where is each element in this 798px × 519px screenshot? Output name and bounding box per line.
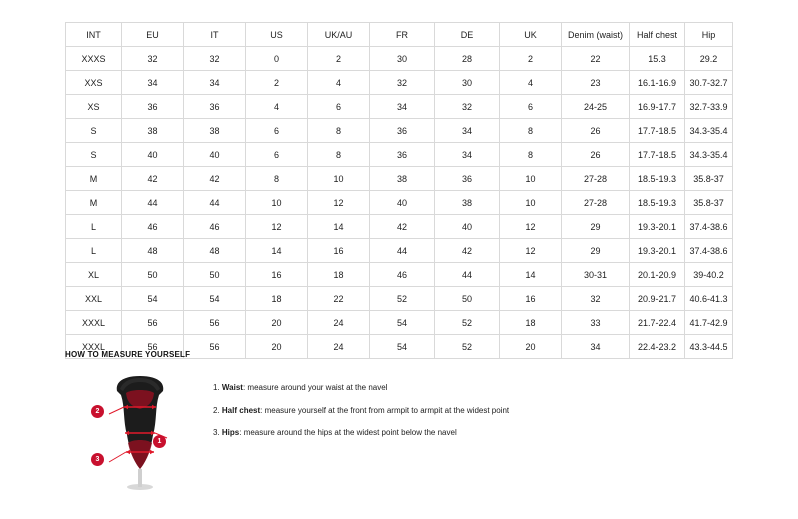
size-conversion-table [65,22,733,359]
size-label-cell: XS [66,95,122,119]
table-row [66,119,733,143]
table-cell: 52 [435,335,500,359]
size-table-container [65,22,733,359]
table-cell: 15.3 [630,47,685,71]
table-cell: 23 [562,71,630,95]
table-cell: 34 [435,119,500,143]
table-header-cell: DE [435,23,500,47]
table-cell: 8 [308,143,370,167]
table-cell: 20.9-21.7 [630,287,685,311]
table-cell: 20 [246,335,308,359]
measure-note [213,406,509,416]
table-cell: 32 [184,47,246,71]
table-cell: 34 [122,71,184,95]
table-cell: 4 [308,71,370,95]
size-label-cell: M [66,191,122,215]
table-cell: 2 [308,47,370,71]
table-cell: 14 [500,263,562,287]
table-cell: 10 [246,191,308,215]
table-row [66,95,733,119]
table-header-cell: US [246,23,308,47]
size-label-cell: L [66,239,122,263]
table-cell: 30 [370,47,435,71]
table-cell: 12 [246,215,308,239]
size-label-cell: L [66,215,122,239]
table-cell: 14 [308,215,370,239]
table-row [66,143,733,167]
table-cell: 44 [370,239,435,263]
table-cell: 54 [184,287,246,311]
table-cell: 16.1-16.9 [630,71,685,95]
table-cell: 48 [122,239,184,263]
measure-badge-3: 3 [91,453,104,466]
table-cell: 32 [562,287,630,311]
size-label-cell: S [66,119,122,143]
table-cell: 46 [122,215,184,239]
table-cell: 26 [562,119,630,143]
table-cell: 10 [500,167,562,191]
measure-note-term: Half chest [221,405,261,415]
table-cell: 50 [435,287,500,311]
table-cell: 38 [370,167,435,191]
table-cell: 36 [184,95,246,119]
table-cell: 2 [500,47,562,71]
table-cell: 40 [435,215,500,239]
table-header-cell: Denim (waist) [562,23,630,47]
table-cell: 54 [370,335,435,359]
measure-badge-1: 1 [153,435,166,448]
table-cell: 27-28 [562,167,630,191]
table-cell: 28 [435,47,500,71]
size-label-cell: XL [66,263,122,287]
table-cell: 8 [246,167,308,191]
table-cell: 36 [370,119,435,143]
table-cell: 36 [122,95,184,119]
table-header-cell: INT [66,23,122,47]
measure-note-term: Hips [221,428,240,438]
table-cell: 34 [562,335,630,359]
table-cell: 37.4-38.6 [685,239,733,263]
table-row [66,263,733,287]
table-cell: 29 [562,239,630,263]
table-cell: 10 [500,191,562,215]
table-row [66,191,733,215]
size-label-cell: XXXS [66,47,122,71]
table-cell: 29 [562,215,630,239]
table-cell: 30.7-32.7 [685,71,733,95]
table-cell: 8 [500,143,562,167]
measure-note [213,383,509,393]
table-cell: 4 [246,95,308,119]
table-cell: 6 [500,95,562,119]
table-cell: 52 [370,287,435,311]
table-header-cell: Hip [685,23,733,47]
table-cell: 21.7-22.4 [630,311,685,335]
table-cell: 16.9-17.7 [630,95,685,119]
table-cell: 14 [246,239,308,263]
table-cell: 6 [246,119,308,143]
table-header-cell: UK/AU [308,23,370,47]
table-header-row [66,23,733,47]
table-cell: 56 [184,311,246,335]
measure-note-text: : measure around the hips at the widest point below the navel [239,428,457,438]
table-cell: 35.8-37 [685,167,733,191]
table-cell: 54 [370,311,435,335]
table-cell: 40 [184,143,246,167]
measure-note-text: : measure yourself at the front from armpit to armpit at the widest point [260,405,510,415]
table-header-cell: EU [122,23,184,47]
measure-note-term: Waist [221,383,243,392]
table-cell: 26 [562,143,630,167]
table-cell: 40 [370,191,435,215]
table-cell: 20.1-20.9 [630,263,685,287]
table-cell: 6 [246,143,308,167]
size-label-cell: M [66,167,122,191]
table-row [66,239,733,263]
table-cell: 50 [122,263,184,287]
measure-note-number: 1. [213,383,220,392]
table-header-cell: FR [370,23,435,47]
table-cell: 19.3-20.1 [630,215,685,239]
table-cell: 32 [435,95,500,119]
mannequin-icon [95,373,185,491]
table-cell: 8 [500,119,562,143]
table-cell: 46 [370,263,435,287]
table-header-cell: IT [184,23,246,47]
table-cell: 34 [184,71,246,95]
table-cell: 16 [500,287,562,311]
table-cell: 40.6-41.3 [685,287,733,311]
table-cell: 32 [122,47,184,71]
measure-note [213,428,509,438]
table-header-cell: UK [500,23,562,47]
table-row [66,215,733,239]
table-cell: 16 [246,263,308,287]
table-body [66,47,733,359]
table-cell: 20 [500,335,562,359]
table-row [66,71,733,95]
measure-note-text: : measure around your waist at the navel [242,383,388,392]
table-cell: 41.7-42.9 [685,311,733,335]
table-cell: 2 [246,71,308,95]
table-cell: 32.7-33.9 [685,95,733,119]
table-header-cell: Half chest [630,23,685,47]
table-cell: 30 [435,71,500,95]
table-cell: 0 [246,47,308,71]
table-cell: 38 [122,119,184,143]
table-cell: 56 [184,335,246,359]
mannequin-figure [65,369,185,489]
table-cell: 16 [308,239,370,263]
table-cell: 18 [246,287,308,311]
table-cell: 29.2 [685,47,733,71]
size-label-cell: XXL [66,287,122,311]
table-cell: 18.5-19.3 [630,191,685,215]
size-label-cell: XXXL [66,335,122,359]
table-cell: 43.3-44.5 [685,335,733,359]
size-label-cell: XXS [66,71,122,95]
table-cell: 32 [370,71,435,95]
table-cell: 24 [308,335,370,359]
table-cell: 27-28 [562,191,630,215]
table-cell: 52 [435,311,500,335]
table-cell: 46 [184,215,246,239]
how-to-measure-title: HOW TO MEASURE YOURSELF [65,350,191,359]
table-cell: 6 [308,95,370,119]
table-cell: 35.8-37 [685,191,733,215]
table-cell: 54 [122,287,184,311]
table-cell: 17.7-18.5 [630,143,685,167]
table-cell: 44 [122,191,184,215]
table-cell: 33 [562,311,630,335]
table-cell: 37.4-38.6 [685,215,733,239]
table-cell: 22 [308,287,370,311]
table-row [66,287,733,311]
table-cell: 20 [246,311,308,335]
table-cell: 38 [435,191,500,215]
measure-badge-2: 2 [91,405,104,418]
table-cell: 34.3-35.4 [685,119,733,143]
table-cell: 39-40.2 [685,263,733,287]
table-cell: 22 [562,47,630,71]
measure-note-number: 2. [213,405,220,415]
table-cell: 24 [308,311,370,335]
table-cell: 42 [184,167,246,191]
table-row [66,311,733,335]
table-cell: 42 [370,215,435,239]
table-cell: 22.4-23.2 [630,335,685,359]
table-cell: 56 [122,311,184,335]
how-to-measure-section [65,350,765,489]
table-cell: 48 [184,239,246,263]
table-cell: 12 [500,215,562,239]
table-cell: 34 [435,143,500,167]
table-row [66,47,733,71]
size-label-cell: S [66,143,122,167]
table-cell: 12 [500,239,562,263]
measure-notes-list [213,369,509,451]
table-cell: 36 [435,167,500,191]
table-cell: 42 [122,167,184,191]
table-cell: 38 [184,119,246,143]
table-cell: 50 [184,263,246,287]
table-cell: 30-31 [562,263,630,287]
table-cell: 10 [308,167,370,191]
table-cell: 44 [435,263,500,287]
table-cell: 44 [184,191,246,215]
table-cell: 19.3-20.1 [630,239,685,263]
table-cell: 12 [308,191,370,215]
how-to-measure-body [65,369,765,489]
table-row [66,167,733,191]
table-cell: 34.3-35.4 [685,143,733,167]
measure-note-number: 3. [213,428,220,438]
table-cell: 24-25 [562,95,630,119]
table-cell: 34 [370,95,435,119]
table-cell: 42 [435,239,500,263]
table-cell: 40 [122,143,184,167]
table-cell: 4 [500,71,562,95]
table-cell: 17.7-18.5 [630,119,685,143]
table-cell: 18 [500,311,562,335]
table-cell: 18.5-19.3 [630,167,685,191]
size-label-cell: XXXL [66,311,122,335]
table-cell: 18 [308,263,370,287]
table-cell: 8 [308,119,370,143]
table-cell: 36 [370,143,435,167]
table-cell: 56 [122,335,184,359]
